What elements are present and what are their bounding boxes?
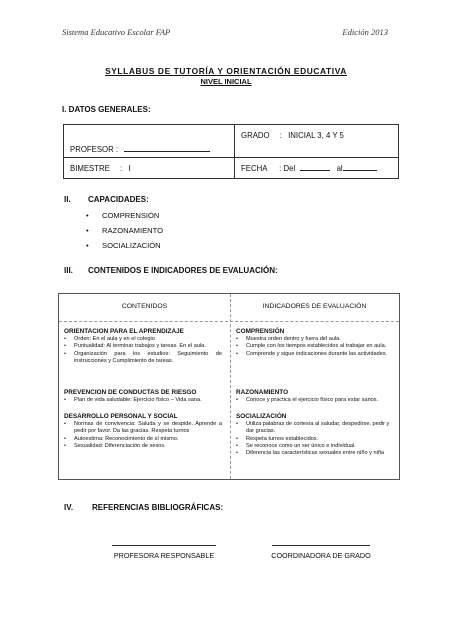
list-item: • Autoestima: Reconocimiento de sí mismo. xyxy=(64,436,222,443)
list-item: • Puntualidad: Al terminar trabajos y tareas. En el aula. xyxy=(64,343,222,350)
indicator-block-razonamiento xyxy=(236,389,391,404)
list-item: • Orden: En el aula y en el colegio xyxy=(64,336,222,343)
indicadores-column-header: INDICADORES DE EVALUACIÓN xyxy=(262,303,367,310)
content-block-orientacion xyxy=(64,328,222,365)
block-title: SOCIALIZACIÓN xyxy=(236,413,287,420)
profesor-label: PROFESOR : xyxy=(70,145,119,154)
header-system-name: Sistema Educativo Escolar FAP xyxy=(62,27,171,37)
grado-value: INICIAL 3, 4 Y 5 xyxy=(288,131,344,140)
fecha-al-label: al xyxy=(336,164,343,173)
profesor-cell xyxy=(64,125,235,158)
block-title: COMPRENSIÓN xyxy=(236,328,285,335)
bimestre-label: BIMESTRE xyxy=(70,163,110,173)
list-item: • Conoce y practica el ejercicio físico para estar sanos. xyxy=(236,397,391,404)
fecha-al-field[interactable] xyxy=(343,163,377,171)
bimestre-value: I xyxy=(128,163,131,173)
signature-label-profesora: PROFESORA RESPONSABLE xyxy=(113,551,215,560)
document-subtitle: NIVEL INICIAL xyxy=(200,77,252,86)
list-item: • Muestra orden dentro y fuera del aula. xyxy=(236,336,391,343)
content-block-prevencion xyxy=(64,389,222,404)
indicator-block-comprension xyxy=(236,328,391,358)
list-item: • Sexualidad: Diferenciación de sexos. xyxy=(64,443,222,450)
header-divider xyxy=(59,321,399,322)
content-block-desarrollo xyxy=(64,413,222,450)
fecha-label: FECHA xyxy=(241,164,267,173)
capacidades-list xyxy=(86,211,163,256)
list-item: • Organización para los estudios: Seguimiento de instrucciones y Cumplimiento de tareas. xyxy=(64,351,222,365)
section-referencias-label: REFERENCIAS BIBLIOGRÁFICAS: xyxy=(92,503,224,512)
signature-line-coordinadora xyxy=(272,545,370,546)
signature-label-coordinadora: COORDINADORA DE GRADO xyxy=(271,551,371,560)
list-item: • Diferencia las características sexuales entre niño y niña xyxy=(236,450,391,457)
fecha-del-field[interactable] xyxy=(300,163,330,171)
list-item: • Normas de convivencia: Saluda y se despide. Aprende a pedir por favor. Da las gracias. Respeta turnos xyxy=(64,421,222,435)
grado-cell xyxy=(235,125,399,158)
block-title: PREVENCION DE CONDUCTAS DE RIESGO xyxy=(64,389,197,396)
section-capacidades-number: II. xyxy=(64,195,71,204)
contenidos-column-header: CONTENIDOS xyxy=(121,303,168,310)
fecha-del-label: : Del xyxy=(279,164,296,173)
list-item: • Utiliza palabras de cortesía al saludar, despedirse, pedir y dar gracias. xyxy=(236,421,391,435)
block-title: ORIENTACION PARA EL APRENDIZAJE xyxy=(64,328,184,335)
list-item: • Se reconoce como un ser único e individual. xyxy=(236,443,391,450)
grado-label: GRADO xyxy=(241,131,270,140)
signature-line-profesora xyxy=(112,545,216,546)
document-title: SYLLABUS DE TUTORÍA Y ORIENTACIÓN EDUCATIVA xyxy=(105,66,347,76)
section-referencias xyxy=(64,503,223,512)
list-item: • RAZONAMIENTO xyxy=(86,226,163,241)
block-title: RAZONAMIENTO xyxy=(236,389,289,396)
bimestre-separator: : xyxy=(120,163,123,173)
block-title: DESARROLLO PERSONAL Y SOCIAL xyxy=(64,413,178,420)
section-contenidos xyxy=(64,266,278,275)
section-contenidos-label: CONTENIDOS E INDICADORES DE EVALUACIÓN: xyxy=(88,266,278,275)
datos-generales-table xyxy=(63,124,399,179)
list-item: • Cumple con los tiempos establecidos al trabajar en aula. xyxy=(236,343,391,350)
list-item: • COMPRENSIÓN xyxy=(86,211,163,226)
fecha-cell xyxy=(235,158,399,179)
list-item: • Plan de vida saludable: Ejercicio físico – Vida sana. xyxy=(64,397,222,404)
section-capacidades xyxy=(64,195,149,204)
indicator-block-socializacion xyxy=(236,413,391,457)
list-item: • Comprende y sigue indicaciones durante las actividades. xyxy=(236,351,391,358)
section-referencias-number: IV. xyxy=(64,503,74,512)
list-item: • SOCIALIZACIÓN xyxy=(86,241,163,256)
bimestre-cell xyxy=(64,158,235,179)
grado-separator: : xyxy=(279,131,282,140)
section-datos-generales: I. DATOS GENERALES: xyxy=(62,105,151,114)
list-item: • Respeta turnos establecidos. xyxy=(236,436,391,443)
contenidos-table xyxy=(58,293,400,480)
profesor-field[interactable] xyxy=(124,144,210,152)
section-capacidades-label: CAPACIDADES: xyxy=(88,195,149,204)
section-contenidos-number: III. xyxy=(64,266,73,275)
header-edition: Edición 2013 xyxy=(342,27,388,37)
